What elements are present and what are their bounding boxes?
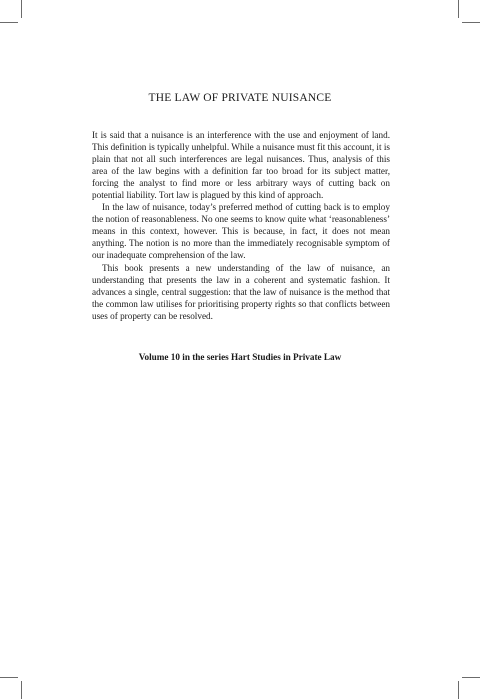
series-note: Volume 10 in the series Hart Studies in Private Law: [138, 352, 342, 362]
crop-mark-left-top: [0, 22, 18, 23]
crop-mark-top-right: [458, 0, 459, 18]
crop-mark-right-bottom: [462, 677, 480, 678]
paragraph-3: This book presents a new understanding of the law of nuisance, an understanding that presents the law in a coherent and systematic fashion. It advances a single, central suggestion: that the law of nuisance is the method that the common law utilises for prioritising property rights so that conflicts between uses of property can be resolved.: [92, 262, 390, 321]
paragraph-1: It is said that a nuisance is an interference with the use and enjoyment of land. This definition is typically unhelpful. While a nuisance must fit this account, it is plain that not all such interferences are legal nuisances. Thus, analysis of this area of the law begins with a definition far too broad for its subject matter, forcing the analyst to find more or less arbitrary ways of cutting back on potential liability. Tort law is plagued by this kind of approach.: [92, 130, 390, 201]
crop-mark-top-left: [21, 0, 22, 18]
crop-mark-bottom-right: [458, 681, 459, 699]
paragraph-2: In the law of nuisance, today’s preferred method of cutting back is to employ the notion of reasonableness. No one seems to know quite what ‘reasonableness’ means in this context, however. This is because, in fact, it does not mean anything. The notion is no more than the immediately recognisable symptom of our inadequate comprehension of the law.: [92, 202, 390, 261]
crop-mark-bottom-left: [21, 681, 22, 699]
blurb-text: [92, 129, 390, 322]
page-title: THE LAW OF PRIVATE NUISANCE: [148, 92, 332, 104]
crop-mark-left-bottom: [0, 677, 18, 678]
crop-mark-right-top: [462, 22, 480, 23]
